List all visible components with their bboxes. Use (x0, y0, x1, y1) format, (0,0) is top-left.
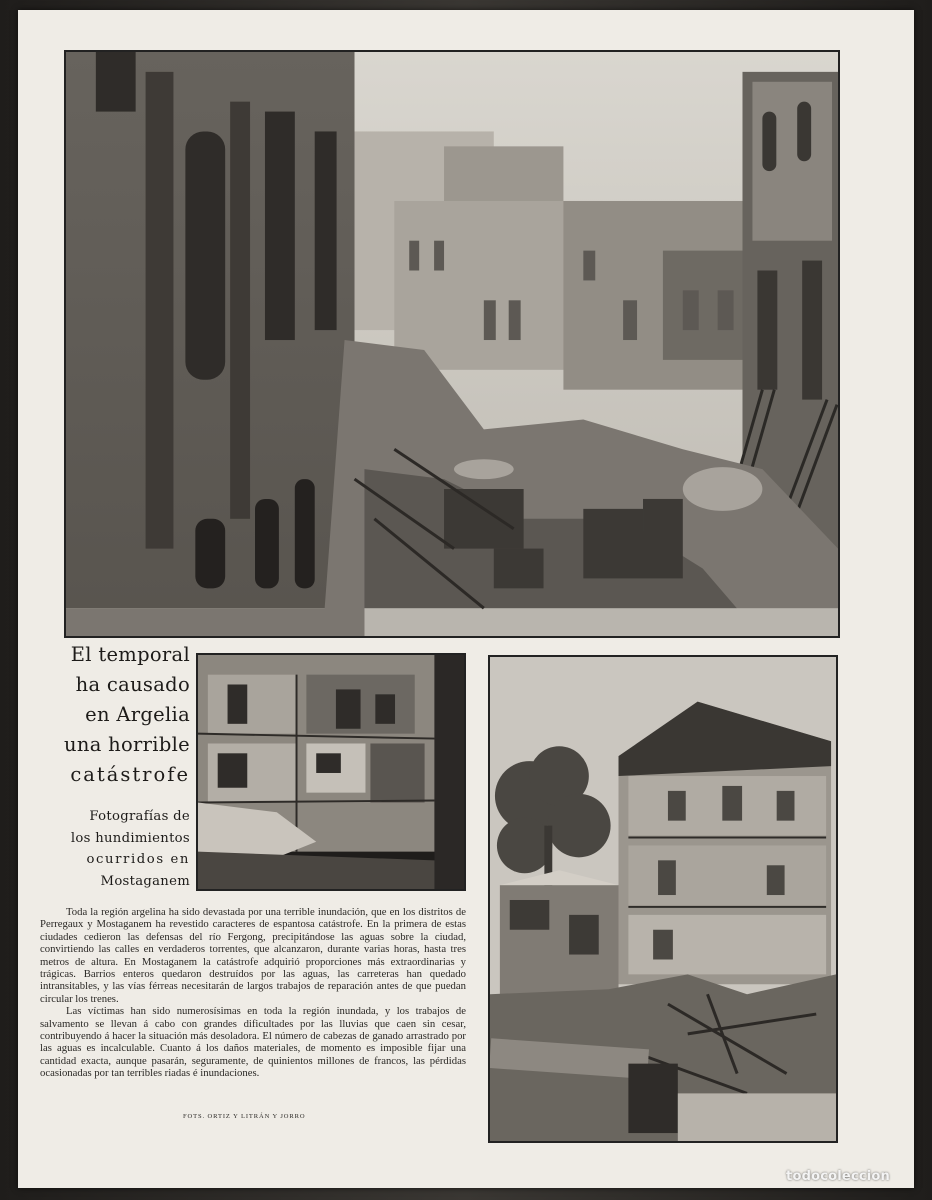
headline-line: en Argelia (85, 703, 190, 726)
small-photo-image (198, 655, 464, 889)
subheadline-line: Mostaganem (100, 873, 190, 889)
photo-credits: FOTS. ORTIZ Y LITRÁN Y JORRO (183, 1113, 306, 1120)
headline (40, 640, 190, 790)
headline-line: ha causado (75, 673, 190, 696)
subheadline-line: Fotografías de (89, 809, 190, 824)
watermark-logo: todocoleccion (786, 1169, 890, 1184)
headline-line: catástrofe (70, 763, 190, 786)
main-photo-collapsed-street (64, 50, 840, 638)
article-paragraph: Las víctimas han sido numerosísimas en toda la región inundada, y los trabajos de salvamento se llevan á cabo con grandes dificultades por las lluvias que caen sin cesar, contribuyendo á hacer la situación más desoladora. El número de cabezas de ganado arrastrado por las aguas es incalculable. Cuanto á los daños materiales, de momento es imposible fijar una cantidad exacta, aunque pasarán, seguramente, de quinientos millones de francos, las pérdidas ocasionadas por tan terribles riadas é inundaciones. (40, 1005, 466, 1080)
magazine-page (18, 10, 914, 1188)
headline-line: una horrible (64, 733, 190, 756)
headline-line: El temporal (70, 643, 190, 666)
right-photo-image (490, 657, 836, 1141)
subheadline-line: ocurridos en (86, 852, 190, 867)
small-photo-collapsed-rooms (196, 653, 466, 891)
article-body (40, 906, 466, 1080)
main-photo-image (66, 52, 838, 636)
right-photo-damaged-house (488, 655, 838, 1143)
article-paragraph: Toda la región argelina ha sido devastada por una terrible inundación, que en los distritos de Perregaux y Mostaganem ha revestido caracteres de espantosa catástrofe. En la primera de estas ciudades cedieron las defensas del río Fergong, precipitándose las aguas sobre la ciudad, convirtiendo las calles en verdaderos torrentes, que alcanzaron, durante varias horas, hasta tres metros de altura. En Mostaganem la catástrofe adquirió proporciones más extraordinarias y trágicas. Barrios enteros quedaron destruídos por las aguas, las carreteras han quedado intransitables, y las vías férreas necesitarán de largos trabajos de reparación antes de que puedan circular los trenes. (40, 906, 466, 1005)
subheadline-line: los hundimientos (70, 830, 190, 846)
subheadline (40, 806, 190, 892)
